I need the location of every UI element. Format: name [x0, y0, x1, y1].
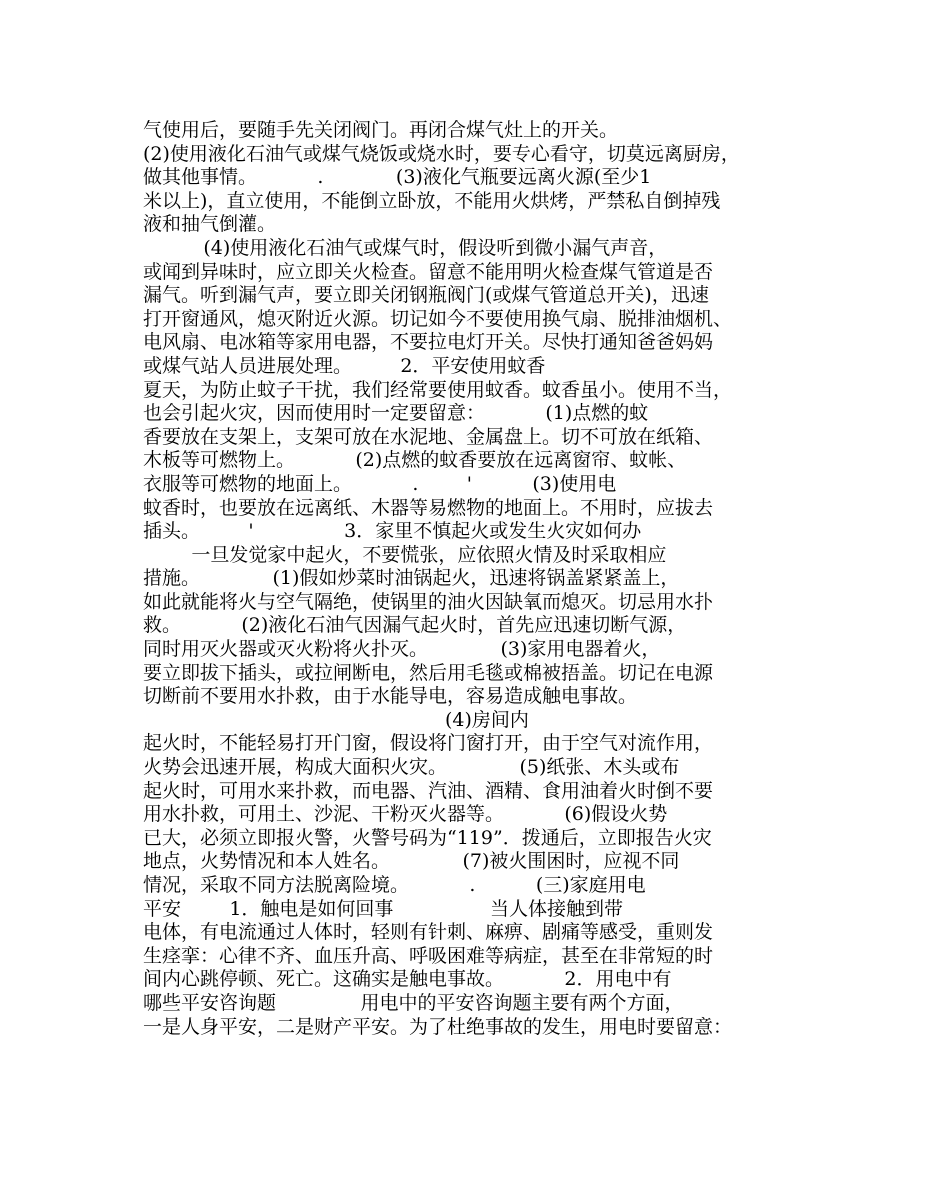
- text-line: 或煤气站人员进展处理。 2．平安使用蚊香: [143, 354, 546, 377]
- text-line: 用水扑救，可用土、沙泥、干粉灭火器等。 (6)假设火势: [143, 803, 668, 826]
- text-line: 做其他事情。 . (3)液化气瓶要远离火源(至少1: [143, 166, 652, 189]
- text-line: 电风扇、电冰箱等家用电器，不要拉电灯开关。尽快打通知爸爸妈妈: [143, 331, 714, 354]
- text-line: 同时用灭火器或灭火粉将火扑灭。 (3)家用电器着火，: [143, 638, 661, 661]
- text-line: 或闻到异味时，应立即关火检查。留意不能用明火检查煤气管道是否: [143, 260, 714, 283]
- text-line: 起火时，可用水来扑救，而电器、汽油、酒精、食用油着火时倒不要: [143, 779, 714, 802]
- text-line: 哪些平安咨询题 用电中的平安咨询题主要有两个方面，: [143, 991, 684, 1014]
- text-line: 措施。 (1)假如炒菜时油锅起火，迅速将锅盖紧紧盖上，: [143, 567, 680, 590]
- text-line: 漏气。听到漏气声，要立即关闭钢瓶阀门(或煤气管道总开关)，迅速: [143, 284, 709, 307]
- text-line: 平安 1．触电是如何回事 当人体接触到带: [143, 897, 624, 920]
- text-line: 要立即拔下插头，或拉闸断电，然后用毛毯或棉被捂盖。切记在电源: [143, 661, 714, 684]
- text-line: 衣服等可燃物的地面上。 . ' (3)使用电: [143, 472, 617, 495]
- text-line: 火势会迅速开展，构成大面积火灾。 (5)纸张、木头或布: [143, 756, 680, 779]
- text-line: 气使用后，要随手先关闭阀门。再闭合煤气灶上的开关。: [143, 119, 619, 141]
- text-line: 液和抽气倒灌。: [143, 213, 277, 236]
- text-line: 一是人身平安，二是财产平安。为了杜绝事故的发生，用电时要留意：: [143, 1015, 733, 1038]
- text-line: 电体，有电流通过人体时，轻则有针刺、麻痹、剧痛等感受，重则发: [143, 921, 714, 944]
- text-line: 间内心跳停顿、死亡。这确实是触电事故。 2．用电中有: [143, 968, 672, 991]
- text-line: 起火时，不能轻易打开门窗，假设将门窗打开，由于空气对流作用，: [143, 732, 714, 755]
- text-line: (2)使用液化石油气或煤气烧饭或烧水时，要专心看守，切莫远离厨房，: [143, 142, 740, 165]
- text-line: 蚊香时，也要放在远离纸、木器等易燃物的地面上。不用时，应拔去: [143, 496, 714, 519]
- text-line: 已大，必须立即报火警，火警号码为“119”．拨通后，立即报告火灾: [143, 826, 712, 849]
- text-line: 情况，采取不同方法脱离险境。 . (三)家庭用电: [143, 874, 646, 896]
- text-line: 插头。 ' 3．家里不慎起火或发生火灾如何办: [143, 520, 642, 543]
- text-line: (4)使用液化石油气或煤气时，假设听到微小漏气声音，: [143, 236, 668, 259]
- text-line: 夏天，为防止蚊子干扰，我们经常要使用蚊香。蚊香虽小。使用不当，: [143, 378, 733, 401]
- text-line: 米以上)，直立使用，不能倒立卧放，不能用火烘烤，严禁私自倒掉残: [143, 189, 721, 212]
- text-line: 木板等可燃物上。 (2)点燃的蚊香要放在远离窗帘、蚊帐、: [143, 449, 687, 472]
- text-line: (4)房间内: [143, 708, 529, 731]
- text-line: 切断前不要用水扑救，由于水能导电，容易造成触电事故。: [143, 685, 638, 708]
- text-line: 生痉挛：心律不齐、血压升高、呼吸困难等病症，甚至在非常短的时: [143, 944, 714, 967]
- text-line: 打开窗通风，熄灭附近火源。切记如今不要使用换气扇、脱排油烟机、: [143, 307, 733, 330]
- text-line: 香要放在支架上，支架可放在水泥地、金属盘上。切不可放在纸箱、: [143, 425, 714, 448]
- body-text: [143, 119, 823, 1039]
- text-line: 如此就能将火与空气隔绝，使锅里的油火因缺氧而熄灭。切忌用水扑: [143, 590, 714, 613]
- text-line: 救。 (2)液化石油气因漏气起火时，首先应迅速切断气源，: [143, 614, 687, 637]
- text-line: 一旦发觉家中起火，不要慌张，应依照火情及时采取相应: [143, 543, 667, 566]
- text-line: 也会引起火灾，因而使用时一定要留意： (1)点燃的蚊: [143, 402, 649, 425]
- text-line: 地点，火势情况和本人姓名。 (7)被火围困时，应视不同: [143, 850, 680, 873]
